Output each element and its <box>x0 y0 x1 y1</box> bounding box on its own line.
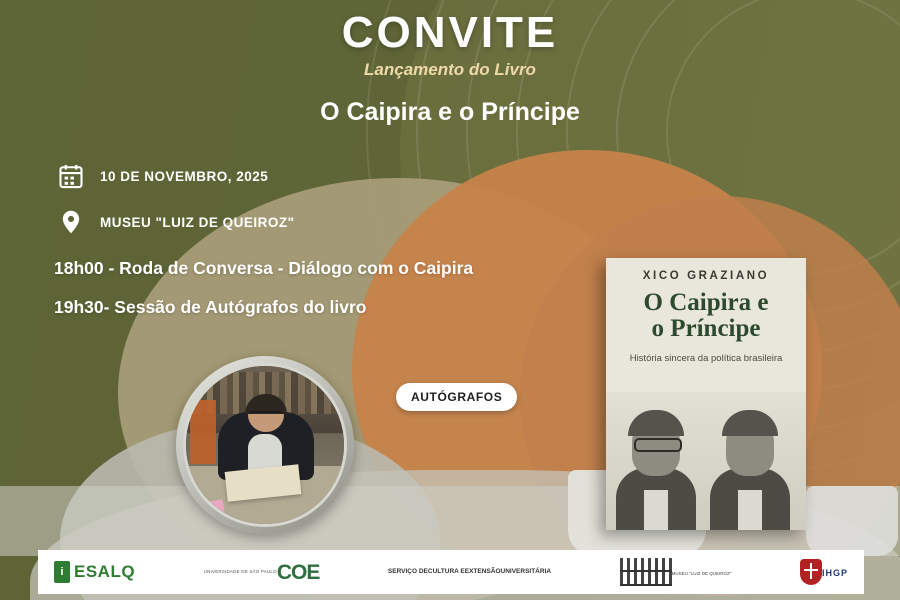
event-info <box>54 156 295 248</box>
servico-line-3: EXTENSÃO <box>464 567 501 575</box>
portrait-left <box>614 404 698 530</box>
page-subtitle: Lançamento do Livro <box>364 60 536 79</box>
map-pin-icon <box>54 205 88 239</box>
event-schedule <box>54 258 473 336</box>
esalq-logo <box>54 553 135 591</box>
event-location-row <box>54 202 295 242</box>
status-badge: AUTÓGRAFOS <box>396 383 517 411</box>
servico-line-1: SERVIÇO DE <box>387 567 428 575</box>
event-location: MUSEU "LUIZ DE QUEIROZ" <box>100 214 295 230</box>
book-cover-subtitle: História sincera da política brasileira <box>629 352 783 364</box>
ihgp-logo <box>800 553 848 591</box>
ihgp-logo-text: IHGP <box>821 567 848 578</box>
event-date-row <box>54 156 295 196</box>
book-title-heading: O Caipira e o Príncipe <box>320 98 580 126</box>
author-photo <box>176 356 354 534</box>
portrait-right <box>708 404 792 530</box>
photo-person-glasses <box>249 411 283 420</box>
event-date: 10 DE NOVEMBRO, 2025 <box>100 168 269 184</box>
cup-shape-2 <box>806 486 898 556</box>
esalq-mark-icon: i <box>54 561 70 583</box>
museu-luiz-de-queiroz-logo <box>620 553 732 591</box>
page-title: CONVITE <box>341 8 559 57</box>
schedule-item: 19h30- Sessão de Autógrafos do livro <box>54 297 367 317</box>
coe-logo-text: COE <box>276 560 320 584</box>
servico-line-2: CULTURA E <box>427 567 465 575</box>
author-photo-inner <box>183 363 347 527</box>
book-cover-title-line2: o Príncipe <box>651 315 761 343</box>
poster-header <box>0 0 900 127</box>
museu-logo-text: MUSEU "LUIZ DE QUEIROZ" <box>671 570 732 576</box>
book-cover <box>606 258 806 530</box>
esalq-logo-text: ESALQ <box>74 562 136 581</box>
book-cover-portraits <box>606 392 806 530</box>
book-author: XICO GRAZIANO <box>642 270 770 282</box>
calendar-icon <box>54 159 88 193</box>
schedule-item: 18h00 - Roda de Conversa - Diálogo com o Caipira <box>54 258 474 278</box>
book-cover-title <box>606 290 806 343</box>
photo-orange-accent <box>190 400 216 464</box>
coe-logo <box>204 553 320 591</box>
shield-icon <box>800 559 822 585</box>
servico-cultura-extensao-logo <box>388 553 551 591</box>
book-cover-title-line1: O Caipira e <box>643 289 769 316</box>
coe-logo-top-text: UNIVERSIDADE DE SÃO PAULO <box>203 568 277 574</box>
footer-logos <box>38 550 864 594</box>
servico-line-4: UNIVERSITÁRIA <box>500 567 552 575</box>
museum-building-icon <box>620 558 672 586</box>
